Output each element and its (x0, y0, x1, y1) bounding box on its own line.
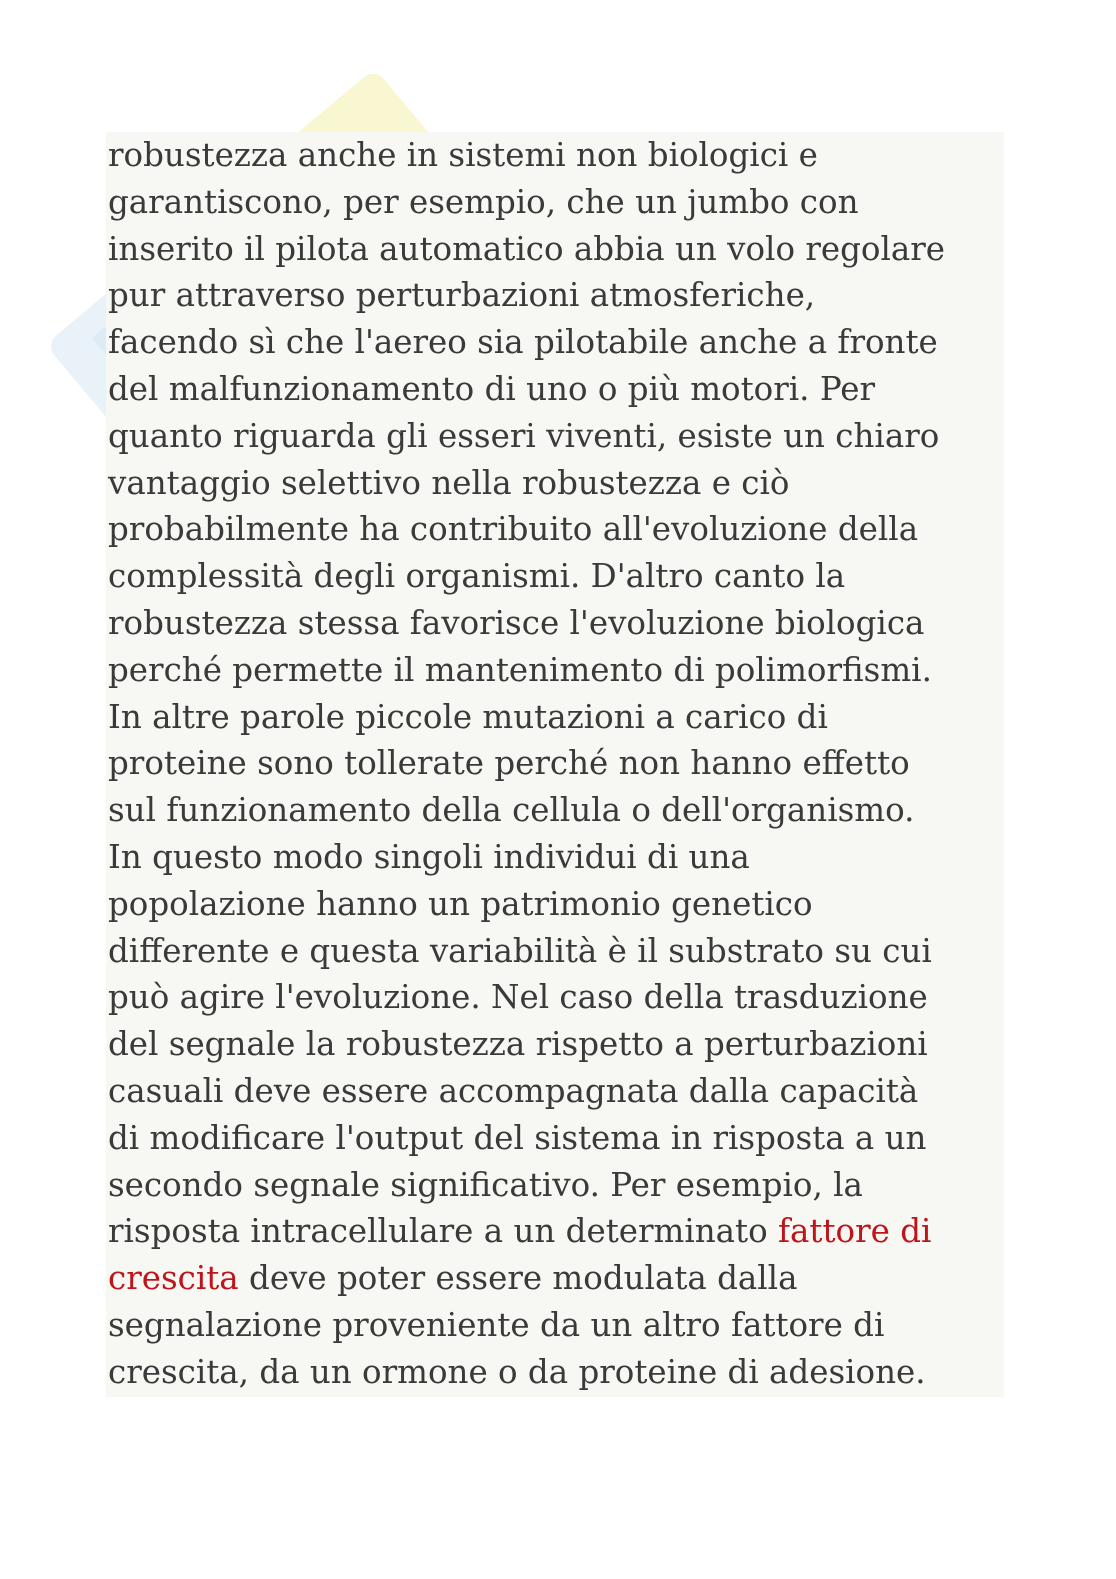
paragraph-text-after-link: deve poter essere modulata dalla segnalazione proveniente da un altro fattore di crescita, da un ormone o da proteine di adesione. (108, 1259, 926, 1391)
body-paragraph (106, 132, 1004, 1396)
paragraph-text-before-link: robustezza anche in sistemi non biologici e garantiscono, per esempio, che un jumbo con inserito il pilota automatico abbia un volo regolare pur attraverso perturbazioni atmosferiche, facendo sì che l'aereo sia pilotabile anche a fronte del malfunzionamento di uno o più motori. Per quanto riguarda gli esseri viventi, esiste un chiaro vantaggio selettivo nella robustezza e ciò probabilmente ha contribuito all'evoluzione della complessità degli organismi. D'altro canto la robustezza stessa favorisce l'evoluzione biologica perché permette il mantenimento di polimorfismi. In altre parole piccole mutazioni a carico di proteine sono tollerate perché non hanno effetto sul funzionamento della cellula o dell'organismo. In questo modo singoli individui di una popolazione hanno un patrimonio genetico differente e questa variabilità è il substrato su cui può agire l'evoluzione. Nel caso della trasduzione del segnale la robustezza rispetto a perturbazioni casuali deve essere accompagnata dalla capacità di modificare l'output del sistema in risposta a un secondo segnale significativo. Per esempio, la risposta intracellulare a un determinato (108, 136, 946, 1251)
link-fattore-di-crescita[interactable]: fattore di crescita (108, 1212, 932, 1298)
document-text-block (106, 132, 1004, 1397)
